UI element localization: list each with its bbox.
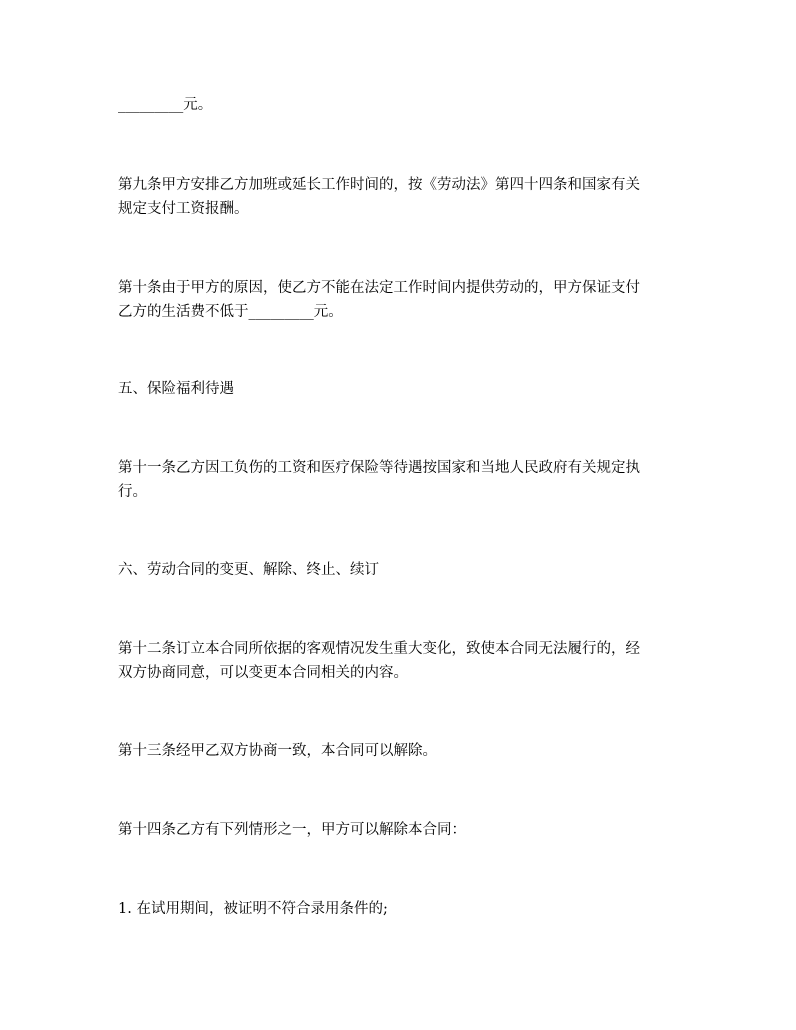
text-line: 1. 在试用期间，被证明不符合录用条件的; xyxy=(118,901,388,917)
text-line: 五、保险福利待遇 xyxy=(118,381,234,397)
text-line: 第十四条乙方有下列情形之一，甲方可以解除本合同： xyxy=(118,822,466,838)
section-heading-contract-changes xyxy=(118,558,684,582)
text-line: 第十二条订立本合同所依据的客观情况发生重大变化，致使本合同无法履行的，经 xyxy=(118,641,640,657)
paragraph-article-13 xyxy=(118,739,684,763)
paragraph-article-14 xyxy=(118,818,684,842)
section-heading-insurance-welfare xyxy=(118,377,684,401)
text-line: 第九条甲方安排乙方加班或延长工作时间的，按《劳动法》第四十四条和国家有关 xyxy=(118,177,640,193)
paragraph-salary-amount-tail xyxy=(118,93,684,117)
paragraph-article-9 xyxy=(118,173,684,221)
text-line: 乙方的生活费不低于_________元。 xyxy=(118,304,343,320)
text-line: _________元。 xyxy=(118,97,213,113)
text-line: 第十三条经甲乙双方协商一致，本合同可以解除。 xyxy=(118,743,437,759)
text-line: 第十条由于甲方的原因，使乙方不能在法定工作时间内提供劳动的，甲方保证支付 xyxy=(118,280,640,296)
paragraph-article-12 xyxy=(118,637,684,685)
text-line: 第十一条乙方因工负伤的工资和医疗保险等待遇按国家和当地人民政府有关规定执 xyxy=(118,460,640,476)
paragraph-article-11 xyxy=(118,456,684,504)
text-line: 规定支付工资报酬。 xyxy=(118,201,249,217)
text-line: 行。 xyxy=(118,484,147,500)
list-item-1 xyxy=(118,897,684,921)
text-line: 六、劳动合同的变更、解除、终止、续订 xyxy=(118,562,379,578)
text-line: 双方协商同意，可以变更本合同相关的内容。 xyxy=(118,665,408,681)
paragraph-article-10 xyxy=(118,276,684,324)
